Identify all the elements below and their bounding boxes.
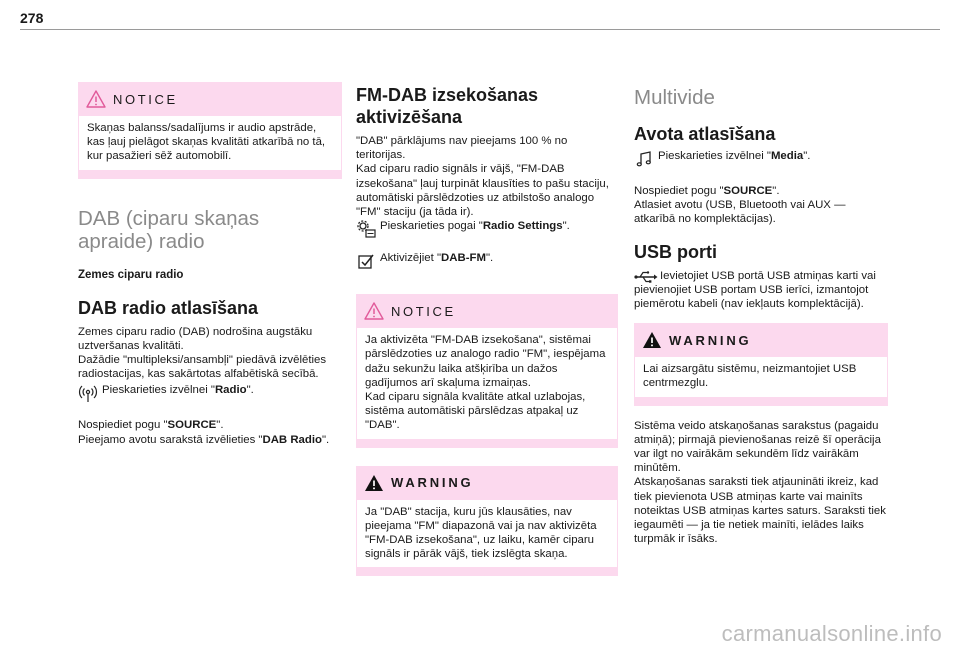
step-text-post: ".: [772, 185, 780, 197]
step-text-bold: SOURCE: [723, 185, 773, 197]
warning-triangle-outline-icon: [364, 301, 384, 321]
step-text-post: ".: [803, 150, 811, 162]
warning-triangle-outline-icon: [86, 89, 106, 109]
step-text-bold: Radio: [214, 384, 247, 397]
heading-usb-ports: USB porti: [634, 241, 717, 262]
warning-text: Lai aizsargātu sistēmu, neizmantojiet USB centrmezglu.: [643, 363, 857, 390]
warning-box-usb: [634, 323, 888, 405]
heading-source-selection: Avota atlasīšana: [634, 124, 776, 144]
warning-header: [356, 466, 618, 500]
radio-antenna-icon: [78, 383, 98, 403]
warning-title: WARNING: [669, 332, 752, 348]
footer-watermark: carmanualsonline.info: [721, 621, 942, 646]
notice-header: [356, 294, 618, 328]
header-rule: [20, 29, 940, 30]
step-text-bold: DAB Radio: [262, 433, 322, 446]
checkbox-icon: [356, 251, 376, 271]
step-text-post: ".: [246, 384, 254, 397]
subtitle-terrestrial: Zemes ciparu radio: [78, 268, 184, 281]
notice-title: NOTICE: [391, 303, 456, 319]
notice-box-fmdab: [356, 294, 618, 447]
notice-text-2: Kad ciparu signāla kvalitāte atkal uzlabojas, sistēma automātiski pārslēdzas atpakaļ uz "DAB".: [365, 391, 586, 432]
warning-box-fmdab: [356, 466, 618, 577]
usb-para-1: Sistēma veido atskaņošanas sarakstus (pagaidu atmiņā); pirmajā pievienošanas reizē šī operācija var ilgt no vairākām sekundēm līdz vairākām minūtēm.: [634, 419, 881, 475]
usb-icon: [634, 270, 658, 284]
warning-body: [357, 500, 617, 568]
step-text-pre: Nospiediet pogu ": [78, 419, 168, 432]
step-text-bold: Media: [770, 150, 804, 162]
notice-text-1: Ja aktivizēta "FM-DAB izsekošana", sistēmai pārslēdzoties uz analogo radio "FM", iespējama dažu sekunžu laika atšķirība un dažos gadījumos arī skaļuma izmaiņas.: [365, 334, 606, 389]
heading-dab-selection: DAB radio atlasīšana: [78, 297, 259, 318]
warning-body: [635, 357, 887, 396]
notice-box-balance: [78, 82, 342, 179]
step-text-bold: SOURCE: [167, 419, 217, 432]
usb-para-2: Atskaņošanas saraksti tiek atjaunināti ikreiz, kad tiek pievienota USB atmiņas karte vai mainīts noteiktas USB atmiņas kartes saturs. Saraksti tiek iegaumēti — ja tie netiek mainīti, ielādes laiks turpmāk ir īsāks.: [634, 476, 886, 546]
step-text-post: ".: [321, 433, 330, 446]
warning-text: Ja "DAB" stacija, kuru jūs klausāties, nav pieejama "FM" diapazonā vai ja nav aktivizēta "FM-DAB izsekošana", uz laiku, kamēr ciparu signāls ir pārāk vājš, tiek izslēgta skaņa.: [365, 505, 597, 561]
column-3: [634, 40, 888, 546]
step-text-bold: Radio Settings: [482, 220, 563, 233]
fmdab-para-2: Kad ciparu radio signāls ir vājš, "FM-DAB izsekošana" ļauj turpināt klausīties to pašu staciju, automātiski pārslēdzoties uz atbilstošo analogo "FM" staciju (ja tāda ir).: [356, 163, 609, 219]
notice-body: [79, 116, 341, 170]
music-note-icon: [634, 149, 654, 169]
step-text-post: ".: [485, 252, 494, 265]
usb-text: Ievietojiet USB portā USB atmiņas karti vai pievienojiet USB portam USB ierīci, izmantojot piemērotu kabeli (nav iekļauts komplektācijā).: [634, 269, 876, 311]
dab-step-select: [78, 433, 342, 447]
dab-para-2: Dažādie "multipleksi/ansambļi" piedāvā izvēlēties radiostacijas, kas sakārtotas alfabētiskā secībā.: [78, 354, 327, 381]
heading-fm-dab: FM-DAB izsekošanas aktivizēšana: [356, 85, 539, 127]
dab-step-radio: [78, 383, 342, 403]
fmdab-para-1: "DAB" pārklājums nav pieejams 100 % no teritorijas.: [356, 135, 568, 162]
column-2: [356, 40, 618, 576]
warning-triangle-filled-icon: [364, 473, 384, 493]
fmdab-step-activate: [356, 251, 618, 271]
radio-settings-icon: [356, 219, 376, 239]
fmdab-step-settings: [356, 219, 618, 239]
step-text-pre: Pieskarieties pogai ": [380, 220, 483, 233]
usb-paragraph: [634, 269, 888, 312]
warning-triangle-filled-icon: [642, 330, 662, 350]
step-text-pre: Nospiediet pogu ": [634, 185, 724, 197]
dab-para-1: Zemes ciparu radio (DAB) nodrošina augstāku uztveršanas kvalitāti.: [78, 325, 313, 352]
warning-header: [634, 323, 888, 357]
section-title-multimedia: Multivide: [634, 86, 715, 109]
notice-body: [357, 328, 617, 438]
media-step-source: [634, 184, 888, 198]
dab-step-source: [78, 418, 342, 432]
column-1: [78, 40, 342, 447]
step-text-post: ".: [216, 419, 224, 432]
step-text-pre: Pieskarieties izvēlnei ": [658, 150, 771, 162]
section-title-dab: DAB (ciparu skaņas apraide) radio: [78, 206, 260, 253]
step-text-pre: Pieejamo avotu sarakstā izvēlieties ": [78, 433, 263, 446]
step-text-pre: Pieskarieties izvēlnei ": [102, 384, 215, 397]
step-text-post: ".: [562, 220, 570, 233]
notice-text: Skaņas balanss/sadalījums ir audio apstrāde, kas ļauj pielāgot skaņas kvalitāti atkarībā no tā, kur pasažieri sēž automobilī.: [87, 122, 326, 163]
media-step-select: Atlasiet avotu (USB, Bluetooth vai AUX — atkarībā no komplektācijas).: [634, 199, 846, 226]
step-text-pre: Aktivizējiet ": [380, 252, 442, 265]
notice-title: NOTICE: [113, 91, 178, 107]
notice-header: [78, 82, 342, 116]
step-text-bold: DAB-FM: [441, 252, 486, 265]
media-step-menu: [634, 149, 888, 169]
warning-title: WARNING: [391, 475, 474, 491]
page-number: 278: [20, 10, 44, 26]
